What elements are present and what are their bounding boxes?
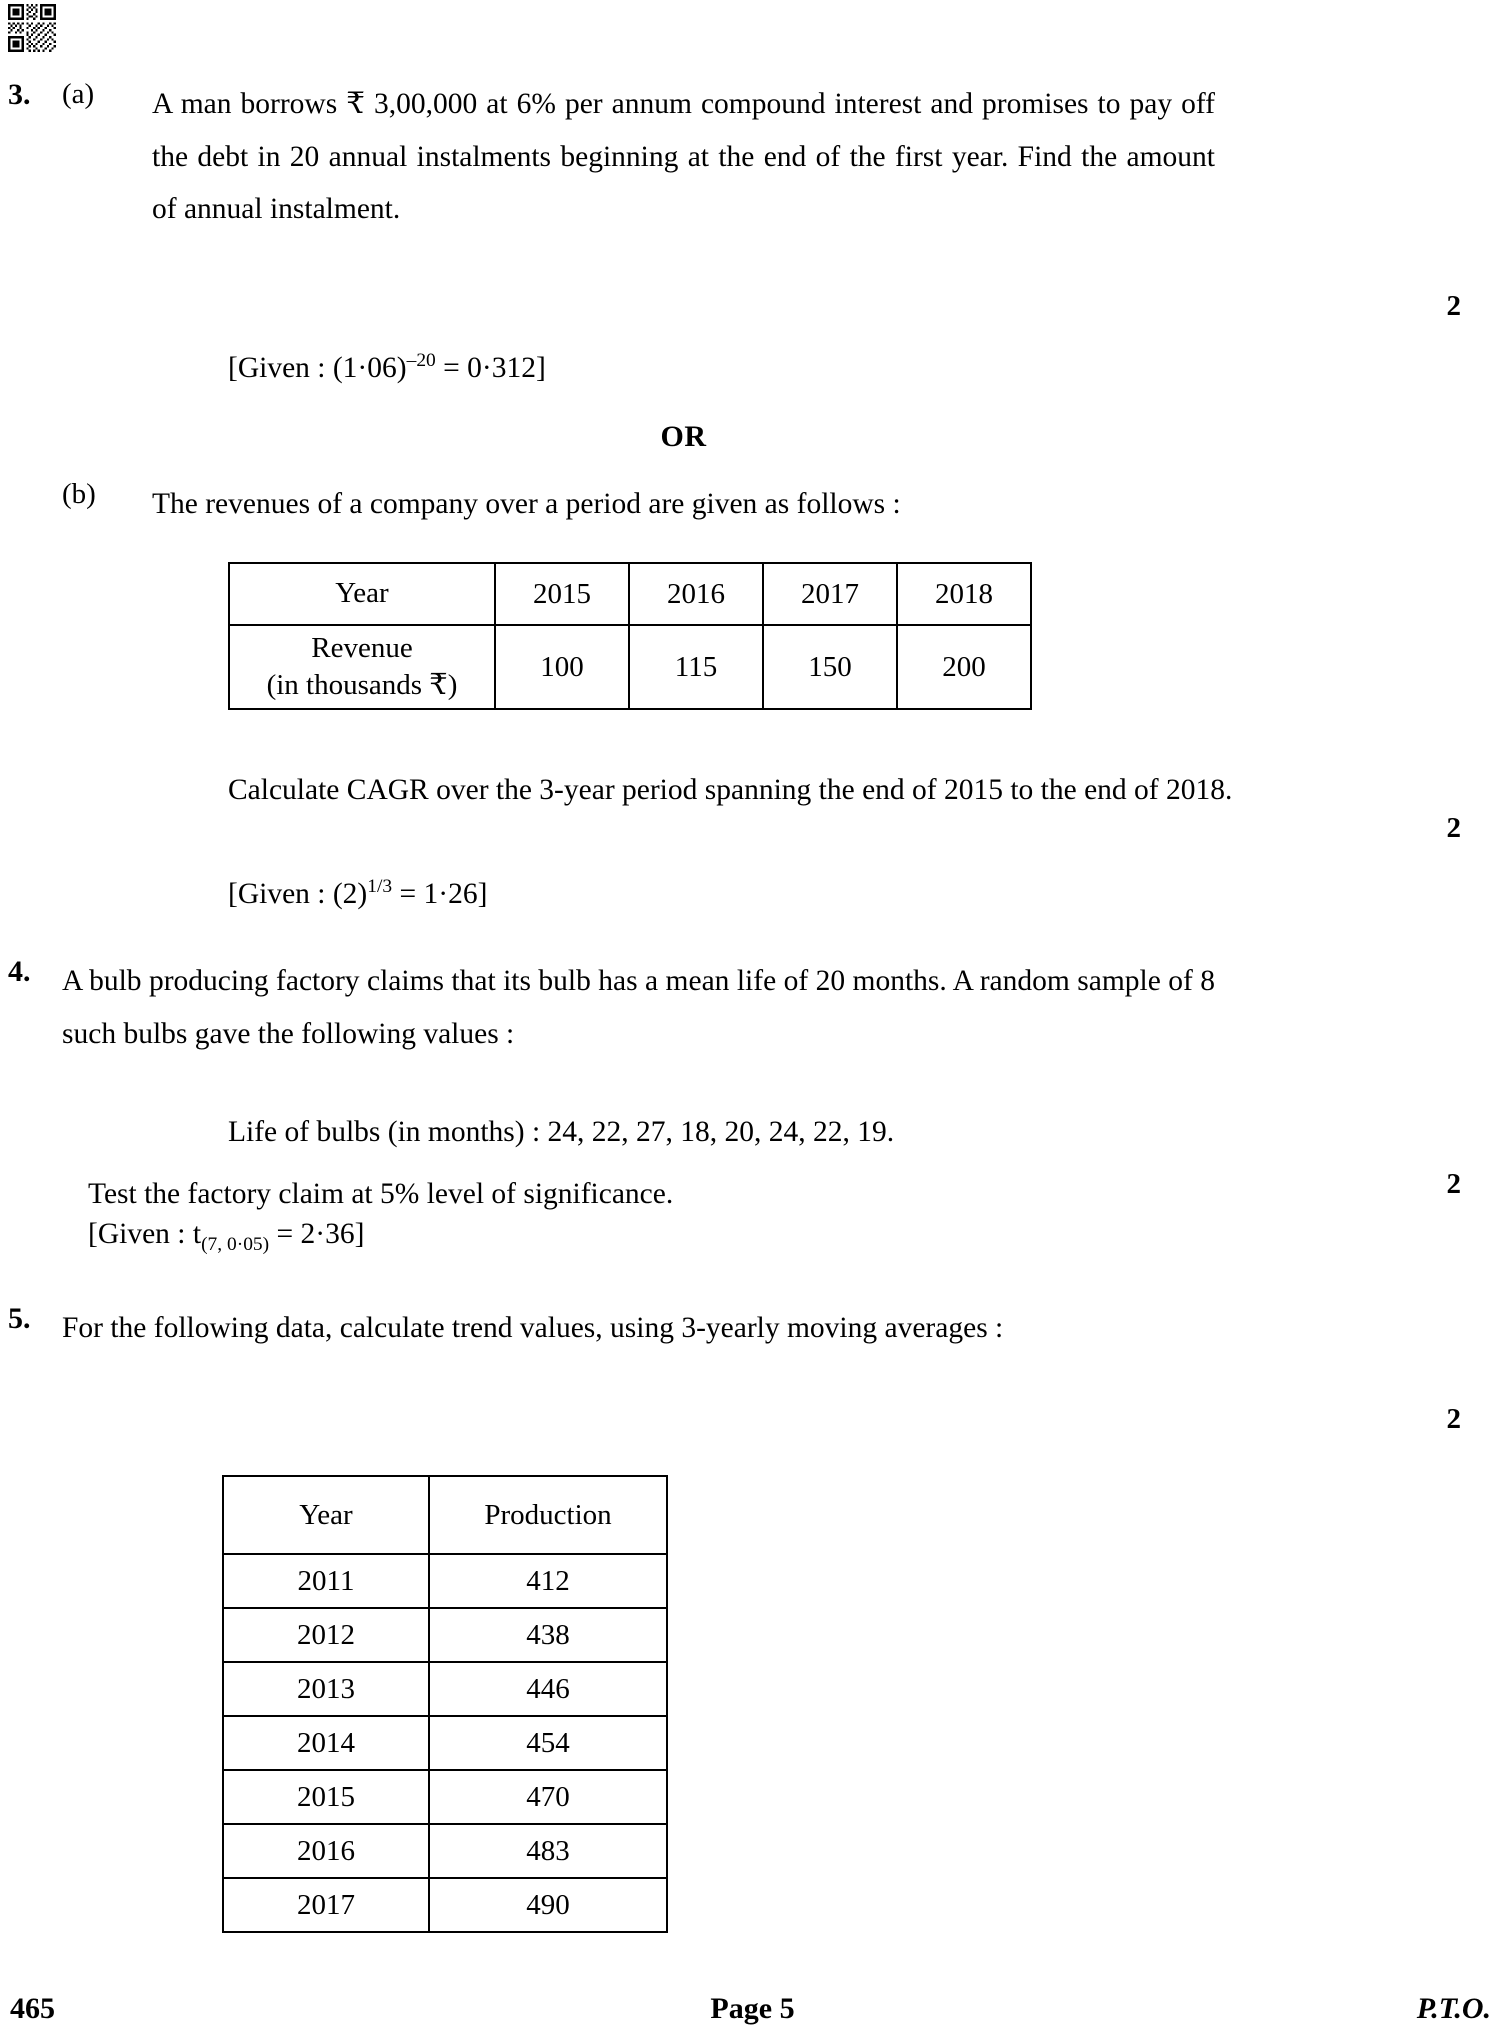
production-value-cell: 438 xyxy=(429,1608,667,1662)
question-4-instruction: Test the factory claim at 5% level of significance. xyxy=(88,1178,674,1210)
question-4 xyxy=(0,955,1505,1060)
question-5-marks: 2 xyxy=(1446,1403,1461,1435)
given-4-suffix: = 2·36] xyxy=(269,1218,365,1250)
production-value-cell: 412 xyxy=(429,1554,667,1608)
or-separator: OR xyxy=(660,420,707,453)
table-row xyxy=(229,625,1031,709)
given-3a-exponent: –20 xyxy=(406,350,436,371)
paper-code: 465 xyxy=(10,1992,55,2025)
production-value-cell: 454 xyxy=(429,1716,667,1770)
question-5-text: For the following data, calculate trend values, using 3-yearly moving averages : xyxy=(62,1312,1004,1344)
question-3b-label: (b) xyxy=(62,478,96,510)
given-4-prefix: [Given : t xyxy=(88,1218,202,1250)
production-table xyxy=(222,1475,668,1933)
pto-label: P.T.O. xyxy=(1416,1992,1491,2025)
question-3b xyxy=(0,478,1505,531)
revenue-year-cell: 2015 xyxy=(495,563,629,625)
given-3a-prefix: [Given : (1·06) xyxy=(228,351,407,384)
production-year-cell: 2011 xyxy=(223,1554,429,1608)
revenue-value-cell: 115 xyxy=(629,625,763,709)
revenue-value-cell: 200 xyxy=(897,625,1031,709)
question-3b-given xyxy=(228,876,487,911)
question-4-text: A bulb producing factory claims that its bulb has a mean life of 20 months. A random sample of 8 such bulbs gave the following values : xyxy=(62,965,1215,1050)
table-row xyxy=(223,1770,667,1824)
table-row xyxy=(223,1608,667,1662)
revenue-year-cell: 2017 xyxy=(763,563,897,625)
question-3a-given xyxy=(228,350,546,385)
revenue-table xyxy=(228,562,1032,710)
given-3b-prefix: [Given : (2) xyxy=(228,877,368,910)
question-5 xyxy=(0,1302,1505,1355)
revenue-value-cell: 150 xyxy=(763,625,897,709)
given-3a-suffix: = 0·312] xyxy=(435,351,546,384)
production-table-container xyxy=(222,1475,668,1933)
production-year-cell: 2015 xyxy=(223,1770,429,1824)
revenue-year-cell: 2018 xyxy=(897,563,1031,625)
given-3b-exponent: 1/3 xyxy=(367,876,393,897)
question-3a-label: (a) xyxy=(62,78,95,110)
production-header-production: Production xyxy=(429,1476,667,1554)
table-row xyxy=(223,1716,667,1770)
revenue-label-line2: (in thousands ₹) xyxy=(266,669,458,702)
table-row xyxy=(223,1554,667,1608)
production-value-cell: 446 xyxy=(429,1662,667,1716)
question-4-data-line: Life of bulbs (in months) : 24, 22, 27, 18, 20, 24, 22, 19. xyxy=(228,1116,895,1148)
question-3a-marks: 2 xyxy=(1446,290,1461,322)
production-year-cell: 2013 xyxy=(223,1662,429,1716)
question-4-marks: 2 xyxy=(1446,1168,1461,1200)
revenue-table-revenue-header xyxy=(229,625,495,709)
qr-code-icon xyxy=(8,4,56,52)
revenue-label-line1: Revenue xyxy=(311,632,413,664)
revenue-value-cell: 100 xyxy=(495,625,629,709)
production-year-cell: 2014 xyxy=(223,1716,429,1770)
production-header-year: Year xyxy=(223,1476,429,1554)
production-value-cell: 483 xyxy=(429,1824,667,1878)
production-value-cell: 490 xyxy=(429,1878,667,1932)
table-header-row xyxy=(223,1476,667,1554)
question-3a-text: A man borrows ₹ 3,00,000 at 6% per annum compound interest and promises to pay off the debt in 20 annual instalments beginning at the end of the first year. Find the amount of annual instalment. xyxy=(152,88,1215,225)
revenue-year-cell: 2016 xyxy=(629,563,763,625)
given-3b-suffix: = 1·26] xyxy=(392,877,488,910)
question-4-number: 4. xyxy=(8,955,31,988)
question-3b-marks: 2 xyxy=(1446,812,1461,844)
table-row xyxy=(229,563,1031,625)
table-row xyxy=(223,1662,667,1716)
question-3-number: 3. xyxy=(8,78,31,111)
revenue-table-year-header: Year xyxy=(229,563,495,625)
production-value-cell: 470 xyxy=(429,1770,667,1824)
production-year-cell: 2016 xyxy=(223,1824,429,1878)
production-year-cell: 2017 xyxy=(223,1878,429,1932)
question-4-given xyxy=(88,1218,364,1256)
question-5-number: 5. xyxy=(8,1302,31,1335)
page-number: Page 5 xyxy=(710,1992,795,2025)
question-3b-followup: Calculate CAGR over the 3-year period spanning the end of 2015 to the end of 2018. xyxy=(228,774,1233,806)
given-4-subscript: (7, 0·05) xyxy=(201,1233,270,1255)
revenue-table-container xyxy=(228,562,1032,710)
question-3b-text: The revenues of a company over a period are given as follows : xyxy=(152,488,901,520)
question-3 xyxy=(0,78,1505,236)
production-year-cell: 2012 xyxy=(223,1608,429,1662)
table-row xyxy=(223,1824,667,1878)
table-row xyxy=(223,1878,667,1932)
